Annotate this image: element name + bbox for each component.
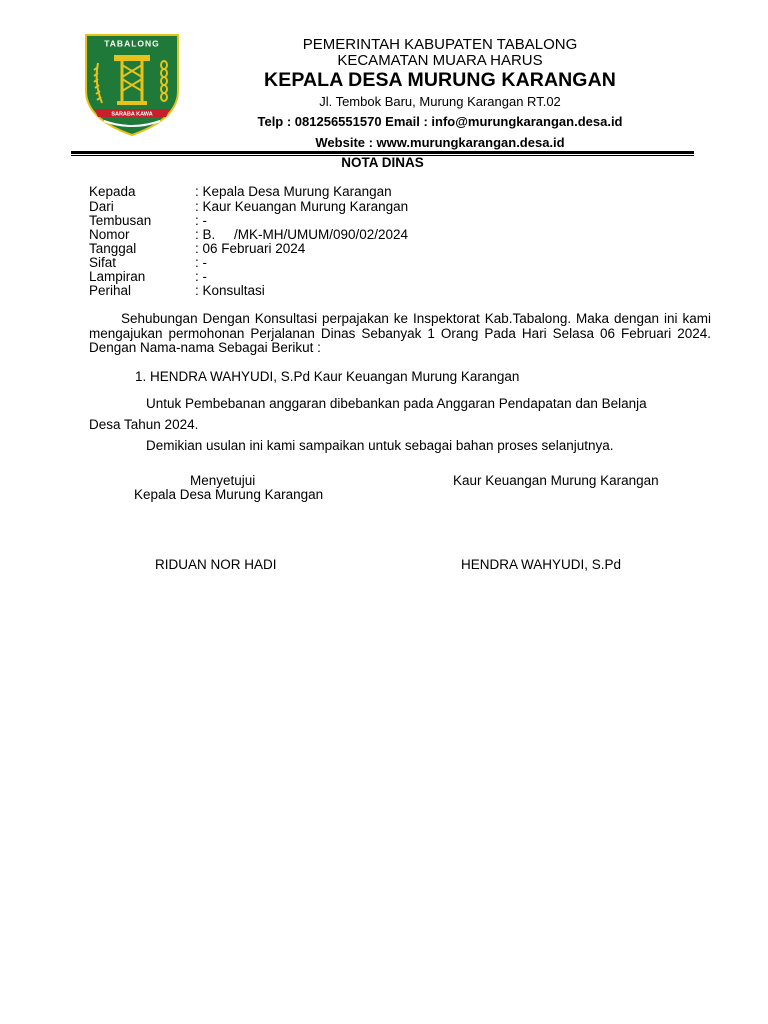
meta-row-dari (89, 200, 408, 214)
body-paragraph-closing: Demikian usulan ini kami sampaikan untuk sebagai bahan proses selanjutnya. (146, 438, 614, 453)
meta-row-tanggal (89, 242, 305, 256)
meta-row-tembusan (89, 214, 207, 228)
document-title: NOTA DINAS (341, 155, 424, 170)
meta-row-lampiran (89, 270, 207, 284)
tabalong-logo (84, 33, 180, 137)
letterhead-website: Website : www.murungkarangan.desa.id (315, 135, 565, 150)
letterhead-government: PEMERINTAH KABUPATEN TABALONG (302, 36, 578, 53)
meta-value: : - (195, 269, 207, 284)
logo-title-text: TABALONG (104, 38, 160, 49)
letterhead-office: KEPALA DESA MURUNG KARANGAN (264, 69, 616, 91)
meta-value: : - (195, 213, 207, 228)
meta-value: : 06 Februari 2024 (195, 241, 306, 256)
meta-row-perihal (89, 284, 265, 298)
body-paragraph-intro: Sehubungan Dengan Konsultasi perpajakan ke Inspektorat Kab.Tabalong. Maka dengan ini kami mengajukan permohonan Perjalanan Dinas Sebanyak 1 Orang Pada Hari Selasa 06 Februari 2024. Dengan Nama-nama Sebagai Berikut : (89, 311, 711, 355)
signature-right-name: HENDRA WAHYUDI, S.Pd (461, 557, 622, 572)
meta-row-sifat (89, 256, 207, 270)
signature-left-name: RIDUAN NOR HADI (155, 557, 277, 572)
signature-left-approve: Menyetujui (190, 473, 256, 488)
letterhead-contact: Telp : 081256551570 Email : info@murungkarangan.desa.id (257, 114, 623, 129)
letterhead-district: KECAMATAN MUARA HARUS (337, 52, 543, 69)
meta-label: Dari (89, 199, 114, 214)
letterhead-divider-thick (71, 151, 694, 154)
meta-row-kepada (89, 185, 392, 199)
tabalong-emblem-icon (84, 33, 180, 137)
signature-right-title: Kaur Keuangan Murung Karangan (453, 473, 659, 488)
meta-label: Nomor (89, 227, 130, 242)
meta-value: : B. /MK-MH/UMUM/090/02/2024 (195, 227, 409, 242)
body-paragraph-budget-line1: Untuk Pembebanan anggaran dibebankan pada Anggaran Pendapatan dan Belanja (146, 396, 647, 411)
body-list-item: 1. HENDRA WAHYUDI, S.Pd Kaur Keuangan Murung Karangan (135, 369, 520, 384)
meta-value: : Kepala Desa Murung Karangan (195, 184, 392, 199)
meta-label: Sifat (89, 255, 117, 270)
letterhead-address: Jl. Tembok Baru, Murung Karangan RT.02 (319, 94, 561, 109)
meta-label: Kepada (89, 184, 136, 199)
meta-label: Perihal (89, 283, 132, 298)
meta-value: : Konsultasi (195, 283, 265, 298)
logo-ribbon-text: SARABA KAWA (111, 111, 153, 118)
meta-row-nomor (89, 228, 408, 242)
body-paragraph-budget-line2: Desa Tahun 2024. (89, 417, 199, 432)
meta-label: Tembusan (89, 213, 152, 228)
meta-label: Tanggal (89, 241, 137, 256)
meta-value: : Kaur Keuangan Murung Karangan (195, 199, 409, 214)
meta-label: Lampiran (89, 269, 146, 284)
signature-left-title: Kepala Desa Murung Karangan (134, 487, 324, 502)
meta-value: : - (195, 255, 207, 270)
